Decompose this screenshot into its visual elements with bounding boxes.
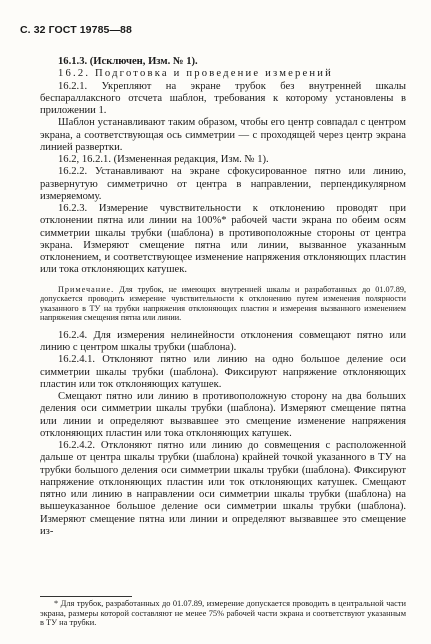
page-header: С. 32 ГОСТ 19785—88 <box>20 24 132 36</box>
paragraph-amendment-note: 16.2, 16.2.1. (Измененная редакция, Изм. № 1). <box>58 154 269 165</box>
paragraph-16-1-3: 16.1.3. (Исключен, Изм. № 1). <box>58 56 198 67</box>
paragraph-16-2-4-2: 16.2.4.2. Отклоняют пятно или линию до совмещения с расположенной дальше от центра шкалы трубки (шаблона) крайней точкой указанного в ТУ на трубки большого деления оси симметрии шкалы трубки (шаблона). Фиксируют напряжение отклоняющих пластин или ток отклоняющих катушек. Смещают пятно или линию в направлении оси симметрии шкалы трубки (шаблона) на вышеуказанное большое деление оси симметрии шкалы трубки (шаблона). Измеряют смещение пятна или линии и определяют вызвавшее это смещение из- <box>40 440 406 537</box>
paragraph-16-2-1: 16.2.1. Укрепляют на экране трубок без внутренней шкалы беспараллаксного отсчета шаблон, требования к которому установлены в приложении 1. <box>40 80 406 116</box>
paragraph-16-2-4-1: 16.2.4.1. Отклоняют пятно или линию на одно большое деление оси симметрии шкалы трубки (шаблона). Фиксируют напряжение отклоняющих пластин или ток отклоняющих катушек. <box>40 354 406 390</box>
note-label: Примечание. <box>58 284 115 294</box>
paragraph-shift-measure: Смещают пятно или линию в противоположную сторону на два больших деления оси симметрии шкалы трубки (шаблона). Измеряют смещение пятна или линии и определяют вызвавшее это смещение изменение напряжения отклоняющих пластин или тока отклоняющих катушек. <box>40 391 406 439</box>
footnote-divider <box>40 596 132 597</box>
paragraph-template-setup: Шаблон устанавливают таким образом, чтобы его центр совпадал с центром экрана, а соответствующая ось симметрии — с проходящей через центр экрана линией развертки. <box>40 117 406 153</box>
note-text: Для трубок, не имеющих внутренней шкалы и разработанных до 01.07.89, допускается проводить измерение чувствительности к отклонению путем изменения полярности указанного в ТУ на трубки напряжения отклоняющих пластин и измерения вызванного изменением напряжения смещения пятна или линии. <box>40 284 407 323</box>
paragraph-16-2-3: 16.2.3. Измерение чувствительности к отклонению проводят при отклонении пятна или линии на 100%* рабочей части экрана по обеим осям симметрии шкалы трубки (шаблона) в противоположные стороны от центра экрана. Измеряют смещение пятна или линии, вызванное указанным отклонением, и соответствующее изменение напряжения отклоняющих пластин или тока отклоняющих катушек. <box>40 203 406 276</box>
footnote: * Для трубок, разработанных до 01.07.89, измерение допускается проводить в центральной части экрана, размеры которой составляют не менее 75% рабочей части экрана и соответствуют указанным в ТУ на трубки. <box>40 599 406 628</box>
document-body <box>40 56 406 538</box>
note-paragraph <box>40 285 406 323</box>
paragraph-16-2-4: 16.2.4. Для измерения нелинейности отклонения совмещают пятно или линию с центром шкалы трубки (шаблона). <box>40 329 406 354</box>
paragraph-16-2-2: 16.2.2. Устанавливают на экране сфокусированное пятно или линию, развернутую симметрично от центра в направлении, перпендикулярном измеряемому. <box>40 166 406 202</box>
section-heading-16-2: 16.2. Подготовка и проведение измерений <box>58 68 334 80</box>
